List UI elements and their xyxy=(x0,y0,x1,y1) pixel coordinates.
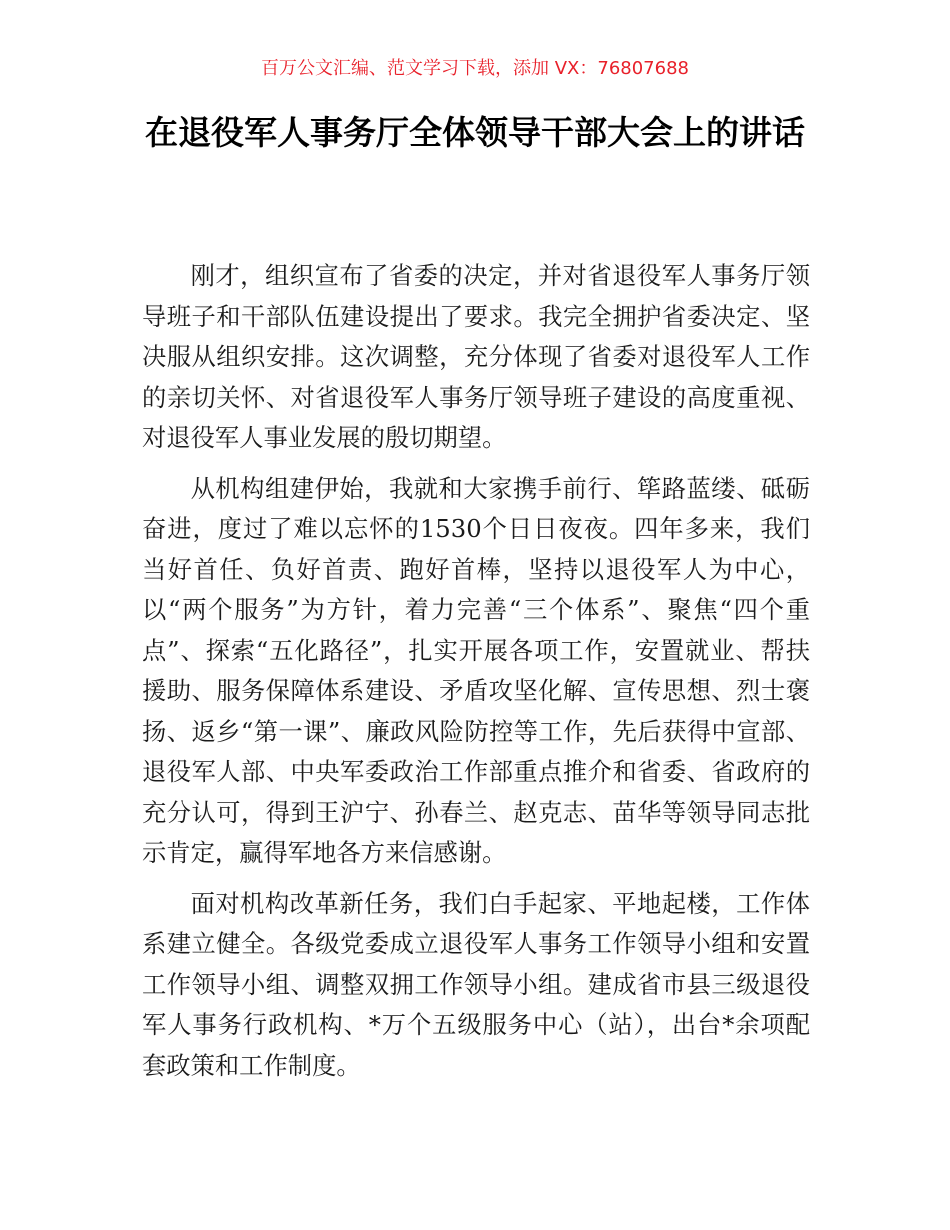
paragraph: 从机构组建伊始，我就和大家携手前行、筚路蓝缕、砥砺奋进，度过了难以忘怀的1530个日日夜夜。四年多来，我们当好首任、负好首责、跑好首棒，坚持以退役军人为中心，以“两个服务”为方针，着力完善“三个体系”、聚焦“四个重点”、探索“五化路径”，扎实开展各项工作，安置就业、帮扶援助、服务保障体系建设、矛盾攻坚化解、宣传思想、烈士褒扬、返乡“第一课”、廉政风险防控等工作，先后获得中宣部、退役军人部、中央军委政治工作部重点推介和省委、省政府的充分认可，得到王沪宁、孙春兰、赵克志、苗华等领导同志批示肯定，赢得军地各方来信感谢。 xyxy=(142,473,810,867)
paragraph: 刚才，组织宣布了省委的决定，并对省退役军人事务厅领导班子和干部队伍建设提出了要求。我完全拥护省委决定、坚决服从组织安排。这次调整，充分体现了省委对退役军人工作的亲切关怀、对省退役军人事务厅领导班子建设的高度重视、对退役军人事业发展的殷切期望。 xyxy=(142,261,810,452)
document-body xyxy=(142,256,810,1096)
header-notice: 百万公文汇编、范文学习下载，添加 VX：76807688 xyxy=(261,58,689,79)
paragraph: 面对机构改革新任务，我们白手起家、平地起楼，工作体系建立健全。各级党委成立退役军人事务工作领导小组和安置工作领导小组、调整双拥工作领导小组。建成省市县三级退役军人事务行政机构、*万个五级服务中心（站），出台*余项配套政策和工作制度。 xyxy=(142,888,810,1080)
page-title: 在退役军人事务厅全体领导干部大会上的讲话 xyxy=(145,113,805,152)
